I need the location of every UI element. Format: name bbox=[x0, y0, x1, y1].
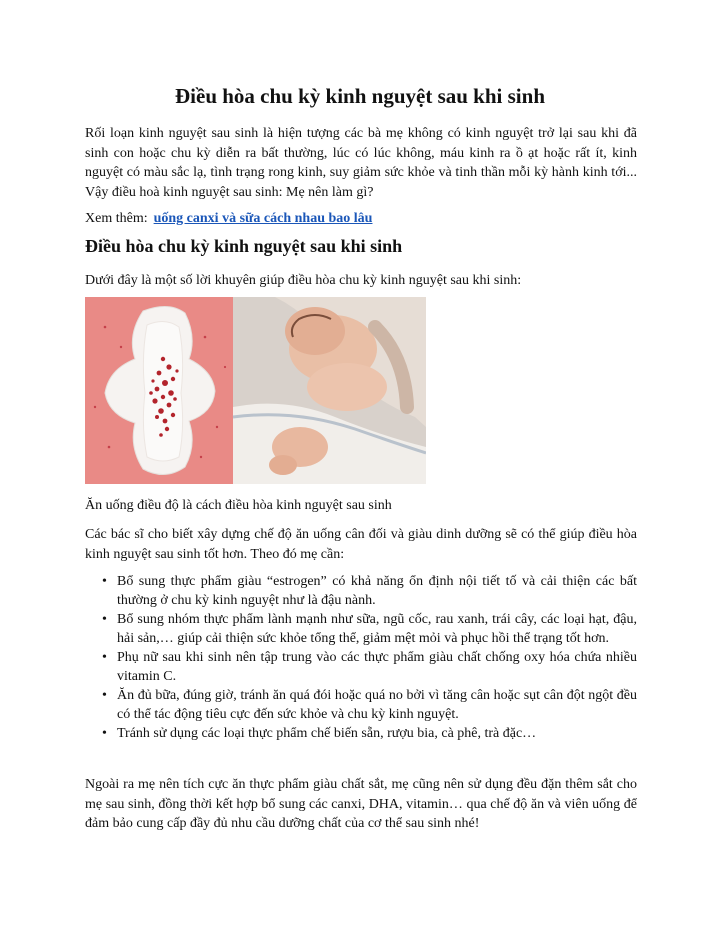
image-caption: Ăn uống điều độ là cách điều hòa kinh nguyệt sau sinh bbox=[85, 498, 392, 513]
intro-paragraph: Rối loạn kinh nguyệt sau sinh là hiện tượng các bà mẹ không có kinh nguyệt trở lại sau khi đã sinh con hoặc chu kỳ diễn ra bất thường, lúc có lúc không, máu kinh ra ồ ạt hoặc rất ít, kinh nguyệt có màu sắc lạ, tình trạng rong kinh, suy giảm sức khỏe và tinh thần mỗi kỳ hành kinh tới... Vậy điều hoà kinh nguyệt sau sinh: Mẹ nên làm gì? bbox=[85, 126, 637, 200]
list-item: • Bổ sung thực phẩm giàu “estrogen” có khả năng ổn định nội tiết tố và cải thiện các bất thường ở chu kỳ kinh nguyệt như là đậu nành. bbox=[85, 572, 637, 610]
mother-baby-illustration bbox=[233, 297, 426, 484]
advice-list bbox=[85, 572, 637, 743]
see-also-label: Xem thêm: bbox=[85, 211, 148, 226]
list-item: • Bổ sung nhóm thực phẩm lành mạnh như sữa, ngũ cốc, rau xanh, trái cây, các loại hạt, đậu, hải sản,… giúp cải thiện sức khỏe tổng thể, giảm mệt mỏi và phục hồi thể trạng tốt hơn. bbox=[85, 610, 637, 648]
page-title: Điều hòa chu kỳ kinh nguyệt sau khi sinh bbox=[175, 84, 545, 108]
list-item: • Phụ nữ sau khi sinh nên tập trung vào các thực phẩm giàu chất chống oxy hóa chứa nhiều vitamin C. bbox=[85, 648, 637, 686]
closing-paragraph: Ngoài ra mẹ nên tích cực ăn thực phẩm giàu chất sắt, mẹ cũng nên sử dụng đều đặn thêm sắt cho mẹ sau sinh, đồng thời kết hợp bổ sung các canxi, DHA, vitamin… qua chế độ ăn và viên uống để đảm bảo cung cấp đầy đủ nhu cầu dưỡng chất của cơ thể sau sinh nhé! bbox=[85, 777, 637, 831]
body-paragraph: Các bác sĩ cho biết xây dựng chế độ ăn uống cân đối và giàu dinh dưỡng sẽ có thể giúp điều hòa kinh nguyệt sau sinh tốt hơn. Theo đó mẹ cần: bbox=[85, 527, 637, 562]
lead-paragraph: Dưới đây là một số lời khuyên giúp điều hòa chu kỳ kinh nguyệt sau khi sinh: bbox=[85, 273, 522, 288]
list-item: • Ăn đủ bữa, đúng giờ, tránh ăn quá đói hoặc quá no bởi vì tăng cân hoặc sụt cân đột ngột đều có thể tác động tiêu cực đến sức khỏe và chu kỳ kinh nguyệt. bbox=[85, 686, 637, 724]
article-photo bbox=[85, 297, 426, 484]
see-also-link[interactable]: uống canxi và sữa cách nhau bao lâu bbox=[153, 211, 373, 226]
see-also-line bbox=[85, 209, 637, 229]
list-item: • Tránh sử dụng các loại thực phẩm chế biến sẵn, rượu bia, cà phê, trà đặc… bbox=[85, 724, 637, 743]
section-heading: Điều hòa chu kỳ kinh nguyệt sau khi sinh bbox=[85, 236, 403, 256]
